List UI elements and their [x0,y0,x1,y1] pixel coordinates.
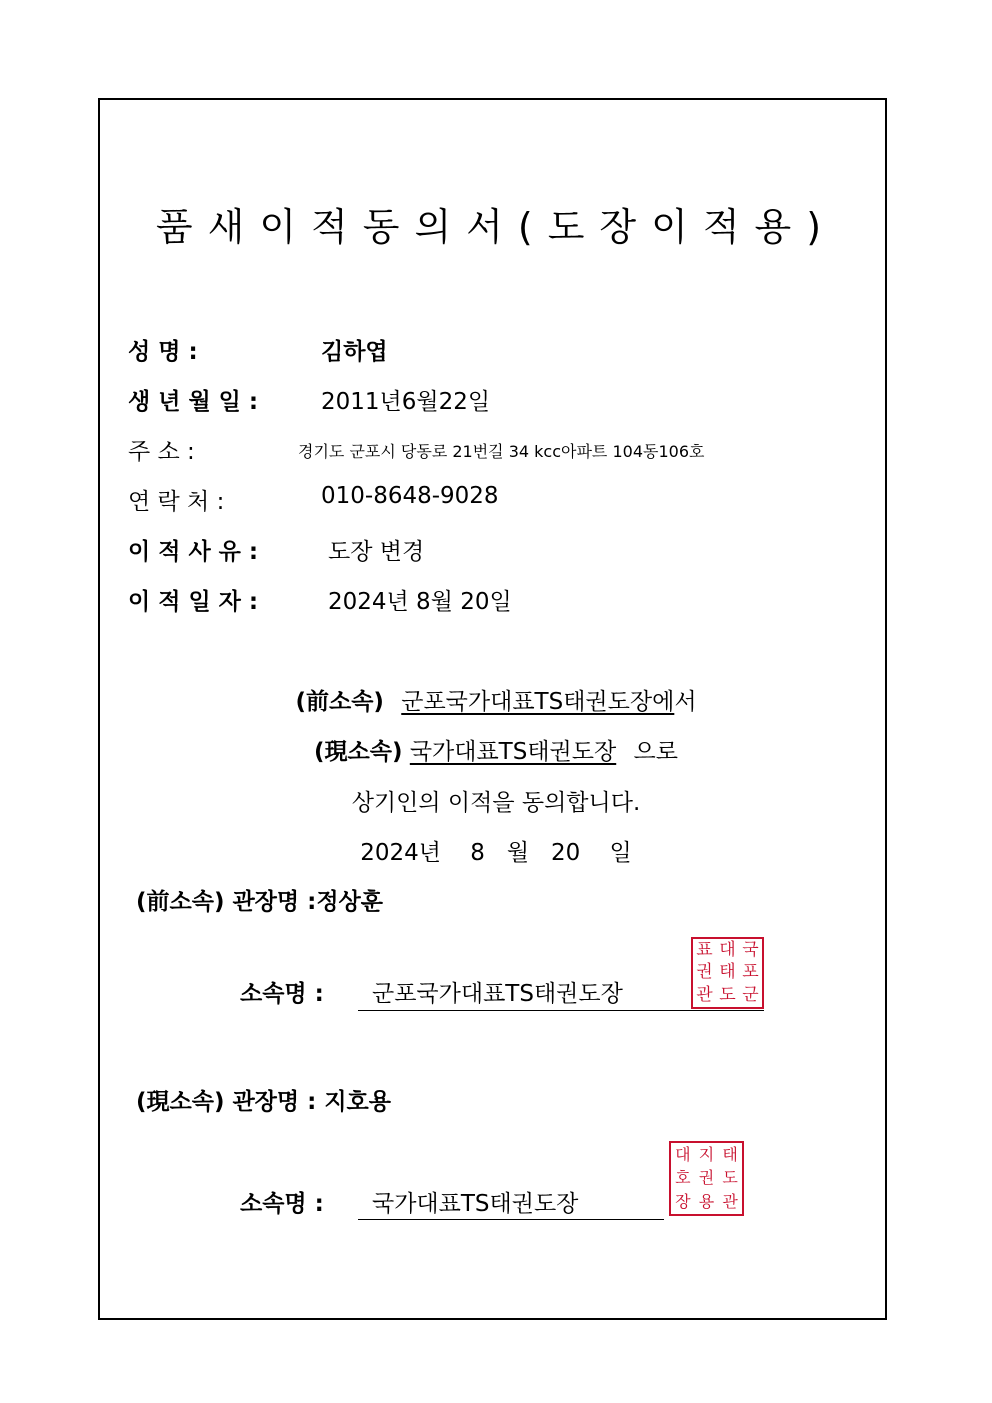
seal-char: 태 [719,962,736,983]
curr-dojang: 국가대표TS태권도장 [409,739,617,765]
field-reason-label: 이 적 사 유 : [128,539,259,565]
field-birth-label: 생 년 월 일 : [128,389,259,415]
field-address-value: 경기도 군포시 당동로 21번길 34 kcc아파트 104동106호 [298,442,705,461]
consent-date: 2024년 8 월 20 일 [360,840,632,866]
field-reason-value: 도장 변경 [328,539,425,565]
seal-char: 도 [719,985,736,1006]
seal-char: 관 [696,985,713,1006]
seal-char: 국 [742,939,759,960]
curr-seal-stamp [669,1141,744,1216]
curr-head: (現소속) 관장명 : 지호용 [136,1089,391,1115]
prev-head: (前소속) 관장명 :정상훈 [136,889,383,915]
prev-affil-value: 군포국가대표TS태권도장 [372,981,623,1007]
seal-char: 도 [722,1168,738,1188]
field-date-value: 2024년 8월 20일 [328,589,512,615]
curr-suffix: 으로 [633,739,678,765]
seal-char: 호 [675,1168,691,1188]
seal-char: 권 [696,962,713,983]
curr-prefix: (現소속) [314,739,403,765]
field-name-label: 성 명 : [128,339,198,365]
seal-char: 장 [675,1192,691,1212]
prev-prefix: (前소속) [295,689,384,715]
seal-char: 태 [722,1144,738,1164]
consent-text: 상기인의 이적을 동의합니다. [351,790,641,816]
prev-signature-line [358,1010,764,1011]
document-title: 품새이적동의서(도장이적용) [155,205,837,249]
seal-char: 권 [698,1168,715,1188]
seal-char: 관 [722,1192,738,1212]
field-name-value: 김하엽 [321,339,388,365]
seal-char: 지 [698,1144,715,1164]
field-date-label: 이 적 일 자 : [128,589,259,615]
statement-prev [0,683,992,716]
prev-seal-stamp [691,937,764,1009]
seal-char: 포 [742,962,759,983]
curr-affil-label: 소속명 : [240,1191,324,1217]
seal-char: 대 [719,939,736,960]
curr-affil-value: 국가대표TS태권도장 [372,1191,579,1217]
prev-affil-label: 소속명 : [240,981,324,1007]
field-birth-value: 2011년6월22일 [321,389,491,415]
field-contact-value: 010-8648-9028 [321,483,499,509]
seal-char: 대 [675,1144,691,1164]
seal-char: 용 [698,1192,715,1212]
statement-curr [0,733,992,766]
field-address-label: 주 소 : [128,439,195,465]
curr-signature-line [358,1219,664,1220]
field-contact-label: 연 락 처 : [128,489,225,515]
prev-dojang: 군포국가대표TS태권도장에 [401,689,675,715]
seal-char: 표 [696,939,713,960]
prev-suffix: 서 [674,689,697,715]
seal-char: 군 [742,985,759,1006]
